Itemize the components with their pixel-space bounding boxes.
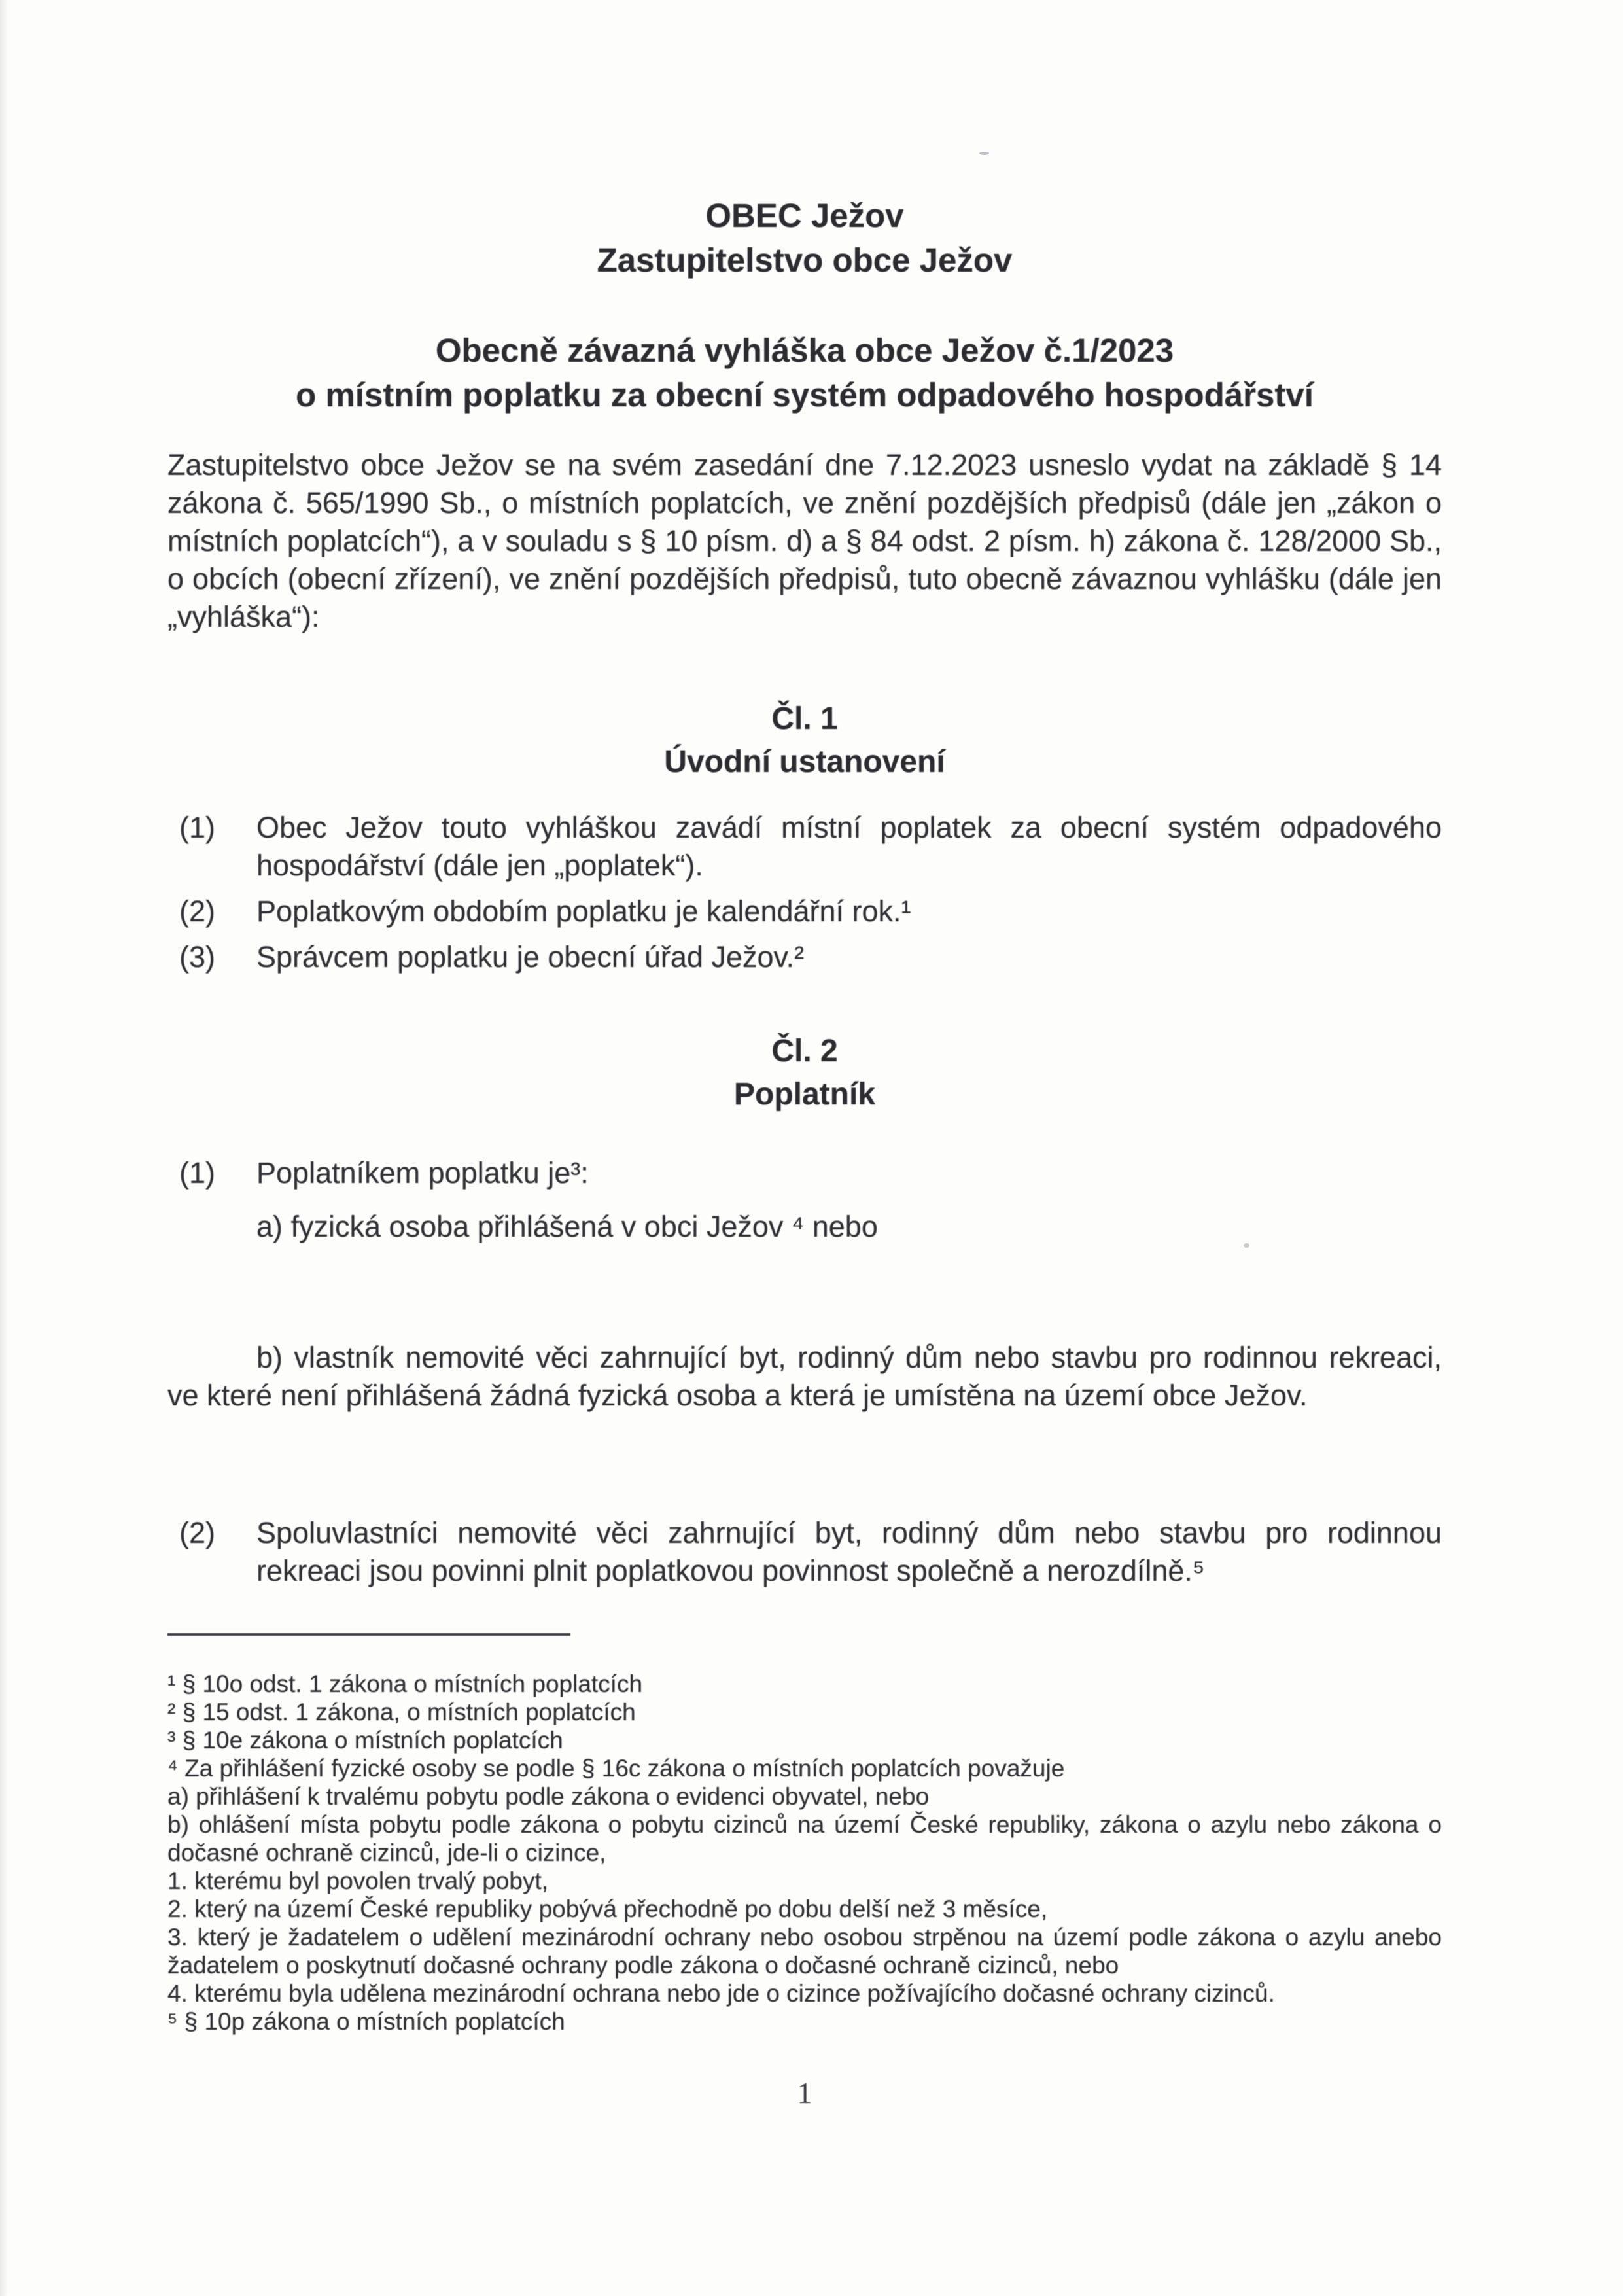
page-number: 1 [797, 2076, 812, 2110]
item-number: (1) [179, 811, 215, 844]
preamble-paragraph: Zastupitelstvo obce Ježov se na svém zasedání dne 7.12.2023 usneslo vydat na základě § 14 zákona č. 565/1990 Sb., o místních poplatcích, ve znění pozdějších předpisů (dále jen „zákon o místních poplatcích“), a v souladu s § 10 písm. d) a § 84 odst. 2 písm. h) zákona č. 128/2000 Sb., o obcích (obecní zřízení), ve znění pozdějších předpisů, tuto obecně závaznou vyhlášku (dále jen „vyhláška“): [167, 448, 1442, 633]
document-title-line2: o místním poplatku za obecní systém odpadového hospodářství [296, 376, 1314, 414]
footnote-line: 4. kterému byla udělena mezinárodní ochrana nebo jde o cizince požívajícího dočasné ochrany cizinců. [167, 1980, 1275, 2007]
list-item [167, 1514, 1442, 1590]
article-1-number: Čl. 1 [771, 701, 838, 736]
footnote-line: a) přihlášení k trvalému pobytu podle zákona o evidenci obyvatel, nebo [167, 1783, 930, 1810]
municipality-name: OBEC Ježov [705, 197, 904, 234]
article-2-number: Čl. 2 [771, 1034, 838, 1069]
article-2-title: Poplatník [733, 1077, 876, 1112]
issuing-authority [167, 194, 1442, 283]
footnote-separator-rule [167, 1633, 570, 1636]
footnote-line: ³ § 10e zákona o místních poplatcích [167, 1727, 563, 1754]
item-text: Spoluvlastníci nemovité věci zahrnující byt, rodinný dům nebo stavbu pro rodinnou rekreaci jsou povinni plnit poplatkovou povinnost společně a nerozdílně.⁵ [256, 1516, 1442, 1587]
item-text: Poplatkovým obdobím poplatku je kalendářní rok.¹ [256, 894, 911, 928]
item-number: (3) [179, 940, 215, 974]
footnote-line: 2. který na území České republiky pobývá přechodně po dobu delší než 3 měsíce, [167, 1896, 1048, 1922]
subitem-b: b) vlastník nemovité věci zahrnující byt, rodinný dům nebo stavbu pro rodinnou rekreaci, ve které není přihlášená žádná fyzická osoba a která je umístěna na území obce Ježov. [167, 1341, 1442, 1412]
footnote-line: ¹ § 10o odst. 1 zákona o místních poplatcích [167, 1670, 643, 1697]
footnote-line: b) ohlášení místa pobytu podle zákona o pobytu cizinců na území České republiky, zákona o azylu nebo zákona o dočasné ochraně cizinců, jde-li o cizince, [167, 1811, 1442, 1866]
item-text: Poplatníkem poplatku je³: [256, 1156, 589, 1190]
article-2-heading [167, 1030, 1442, 1116]
document-title-line1: Obecně závazná vyhláška obce Ježov č.1/2023 [435, 332, 1174, 369]
footnote-line: ⁵ § 10p zákona o místních poplatcích [167, 2008, 565, 2035]
scan-speck [979, 152, 989, 155]
document-content [167, 194, 1442, 2036]
scanner-edge-shadow [0, 0, 8, 2296]
council-name: Zastupitelstvo obce Ježov [597, 241, 1013, 279]
subitem-a: a) fyzická osoba přihlášená v obci Ježov ⁴ nebo [256, 1210, 878, 1243]
footnote-line: ⁴ Za přihlášení fyzické osoby se podle § 16c zákona o místních poplatcích považuje [167, 1755, 1065, 1782]
item-number: (2) [179, 894, 215, 928]
article-1-heading [167, 698, 1442, 784]
list-item [167, 892, 1442, 930]
list-item [167, 809, 1442, 885]
article-1-title: Úvodní ustanovení [664, 745, 945, 779]
article-1-items [167, 809, 1442, 976]
item-number: (2) [179, 1516, 215, 1549]
item-text: Správcem poplatku je obecní úřad Ježov.² [256, 940, 805, 974]
footnote-line: 3. který je žadatelem o udělení mezinárodní ochrany nebo osobou strpěnou na území podle zákona o azylu anebo žadatelem o poskytnutí dočasné ochrany podle zákona o dočasné ochraně cizinců, nebo [167, 1924, 1442, 1979]
list-item [167, 938, 1442, 976]
list-item [167, 1154, 1442, 1192]
footnote-line: 1. kterému byl povolen trvalý pobyt, [167, 1867, 549, 1894]
footnotes [167, 1670, 1442, 2036]
footnote-line: ² § 15 odst. 1 zákona, o místních poplatcích [167, 1699, 636, 1725]
item-text: Obec Ježov touto vyhláškou zavádí místní poplatek za obecní systém odpadového hospodářství (dále jen „poplatek“). [256, 811, 1442, 882]
document-title [167, 328, 1442, 417]
item-number: (1) [179, 1156, 215, 1190]
